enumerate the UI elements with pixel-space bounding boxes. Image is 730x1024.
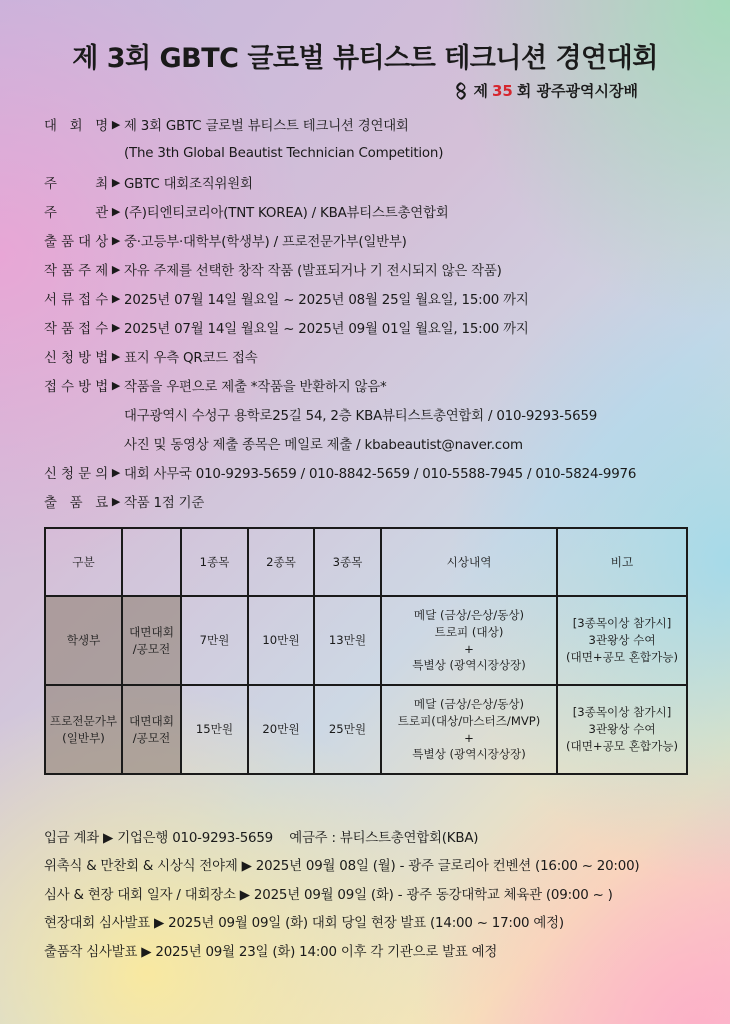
type-line: 대면대회	[129, 624, 174, 639]
info-row	[44, 226, 704, 255]
arrow-icon: ▶	[111, 205, 121, 218]
info-value: 2025년 07월 14일 월요일 ~ 2025년 09월 01일 월요일, 15:00 까지	[124, 322, 529, 337]
table-header-cell: 시상내역	[381, 528, 557, 596]
info-label: 신 청 문 의	[44, 467, 108, 482]
arrow-icon: ▶	[111, 321, 121, 334]
info-label: 접 수 방 법	[44, 380, 108, 395]
schedule-row: 출품작 심사발표 ▶ 2025년 09월 23일 (화) 14:00 이후 각 기관으로 발표 예정	[44, 944, 498, 960]
fee-cell: 25만원	[314, 685, 381, 774]
award-line: 트로피 (대상)	[434, 624, 504, 639]
arrow-icon: ▶	[111, 118, 121, 131]
page-title: 제 3회 GBTC 글로벌 뷰티스트 테크니션 경연대회	[72, 43, 658, 74]
info-label: 작 품 주 제	[44, 264, 108, 279]
award-line: 메달 (금상/은상/동상)	[413, 607, 525, 622]
table-header-cell: 구분	[45, 528, 122, 596]
table-header-cell: 2종목	[248, 528, 314, 596]
fee-cell: 10만원	[248, 596, 314, 685]
schedule-row: 입금 계좌 ▶ 기업은행 010-9293-5659 예금주 : 뷰티스트총연합회(KBA)	[44, 830, 479, 846]
info-label: 작 품 접 수	[44, 322, 108, 337]
info-value: 제 3회 GBTC 글로벌 뷰티스트 테크니션 경연대회	[124, 119, 409, 134]
info-label: 출 품 료	[44, 496, 108, 511]
division-line: (일반부)	[62, 730, 105, 745]
info-row	[44, 110, 704, 139]
fee-cell: 15만원	[181, 685, 248, 774]
type-line: /공모전	[132, 730, 171, 745]
info-label: 주 관	[44, 206, 108, 221]
fee-cell: 7만원	[181, 596, 248, 685]
info-row	[44, 458, 704, 487]
table-header-cell: 1종목	[181, 528, 248, 596]
table-header-cell: 비고	[557, 528, 687, 596]
awards-cell	[381, 596, 557, 685]
type-cell	[122, 685, 181, 774]
info-label: 주 최	[44, 177, 108, 192]
info-row	[44, 313, 704, 342]
schedule-row: 위촉식 & 만찬회 & 시상식 전야제 ▶ 2025년 09월 08일 (월) - 광주 글로리아 컨벤션 (16:00 ~ 20:00)	[44, 859, 640, 875]
arrow-icon: ▶	[111, 495, 121, 508]
award-line: 특별상 (광역시장상장)	[412, 747, 526, 762]
info-row	[44, 342, 704, 371]
info-row	[44, 255, 704, 284]
award-line: 특별상 (광역시장상장)	[412, 658, 526, 673]
note-cell	[557, 685, 687, 774]
ornament-logo-icon	[453, 82, 469, 100]
info-label: 신 청 방 법	[44, 351, 108, 366]
note-line: 3관왕상 수여	[588, 633, 656, 648]
note-line: (대면+공모 혼합가능)	[565, 649, 679, 664]
info-value: GBTC 대회조직위원회	[124, 177, 253, 192]
info-value: 사진 및 동영상 제출 종목은 메일로 제출 / kbabeautist@naver.com	[124, 438, 523, 453]
awards-cell	[381, 685, 557, 774]
info-row	[44, 197, 704, 226]
schedule-row: 심사 & 현장 대회 일자 / 대회장소 ▶ 2025년 09월 09일 (화) - 광주 동강대학교 체육관 (09:00 ~ )	[44, 887, 613, 903]
info-value: 대회 사무국 010-9293-5659 / 010-8842-5659 / 010-5588-7945 / 010-5824-9976	[124, 467, 637, 482]
fee-cell: 20만원	[248, 685, 314, 774]
note-cell	[557, 596, 687, 685]
type-cell	[122, 596, 181, 685]
info-value: 중·고등부·대학부(학생부) / 프로전문가부(일반부)	[124, 235, 407, 250]
division-cell	[45, 685, 122, 774]
arrow-icon: ▶	[111, 176, 121, 189]
type-line: /공모전	[132, 641, 171, 656]
info-label: 대 회 명	[44, 119, 108, 134]
table-header-row	[45, 528, 687, 596]
info-value: 작품 1점 기준	[124, 496, 205, 511]
info-row	[44, 487, 704, 516]
note-line: (대면+공모 혼합가능)	[565, 738, 679, 753]
arrow-icon: ▶	[111, 466, 121, 479]
division-cell: 학생부	[45, 596, 122, 685]
table-header-cell: 3종목	[314, 528, 381, 596]
info-value: 자유 주제를 선택한 창작 작품 (발표되거나 기 전시되지 않은 작품)	[124, 264, 502, 279]
info-row	[44, 139, 704, 168]
schedule-row: 현장대회 심사발표 ▶ 2025년 09월 09일 (화) 대회 당일 현장 발표 (14:00 ~ 17:00 예정)	[44, 916, 564, 932]
arrow-icon: ▶	[111, 350, 121, 363]
fee-cell: 13만원	[314, 596, 381, 685]
table-row	[45, 596, 687, 685]
info-label: 서 류 접 수	[44, 293, 108, 308]
award-line: 트로피(대상/마스터즈/MVP)	[397, 713, 541, 728]
schedule-list	[44, 822, 704, 965]
info-value: 대구광역시 수성구 용학로25길 54, 2층 KBA뷰티스트총연합회 / 010-9293-5659	[124, 409, 598, 424]
subtitle-prefix: 제	[473, 82, 488, 100]
award-line: 메달 (금상/은상/동상)	[413, 696, 525, 711]
info-value: 2025년 07월 14일 월요일 ~ 2025년 08월 25일 월요일, 15:00 까지	[124, 293, 529, 308]
fee-table	[44, 527, 686, 775]
subtitle-number: 35	[491, 81, 513, 100]
info-row	[44, 371, 704, 400]
table-header-cell	[122, 528, 181, 596]
award-line: +	[464, 641, 474, 656]
info-row	[44, 429, 704, 458]
info-value: 표지 우측 QR코드 접속	[124, 351, 258, 366]
info-value: (The 3th Global Beautist Technician Competition)	[124, 146, 444, 161]
info-list	[44, 110, 704, 516]
award-line: +	[464, 730, 474, 745]
arrow-icon: ▶	[111, 234, 121, 247]
type-line: 대면대회	[129, 713, 174, 728]
info-row	[44, 168, 704, 197]
subtitle	[453, 80, 638, 101]
info-value: 작품을 우편으로 제출 *작품을 반환하지 않음*	[124, 380, 387, 395]
arrow-icon: ▶	[111, 263, 121, 276]
subtitle-suffix: 회 광주광역시장배	[516, 82, 638, 100]
division-line: 프로전문가부	[49, 713, 118, 728]
info-label: 출 품 대 상	[44, 235, 108, 250]
arrow-icon: ▶	[111, 292, 121, 305]
note-line: [3종목이상 참가시]	[572, 616, 672, 631]
note-line: [3종목이상 참가시]	[572, 705, 672, 720]
arrow-icon: ▶	[111, 379, 121, 392]
info-value: (주)티엔티코리아(TNT KOREA) / KBA뷰티스트총연합회	[124, 206, 449, 221]
info-row	[44, 284, 704, 313]
note-line: 3관왕상 수여	[588, 722, 656, 737]
info-row	[44, 400, 704, 429]
table-row	[45, 685, 687, 774]
